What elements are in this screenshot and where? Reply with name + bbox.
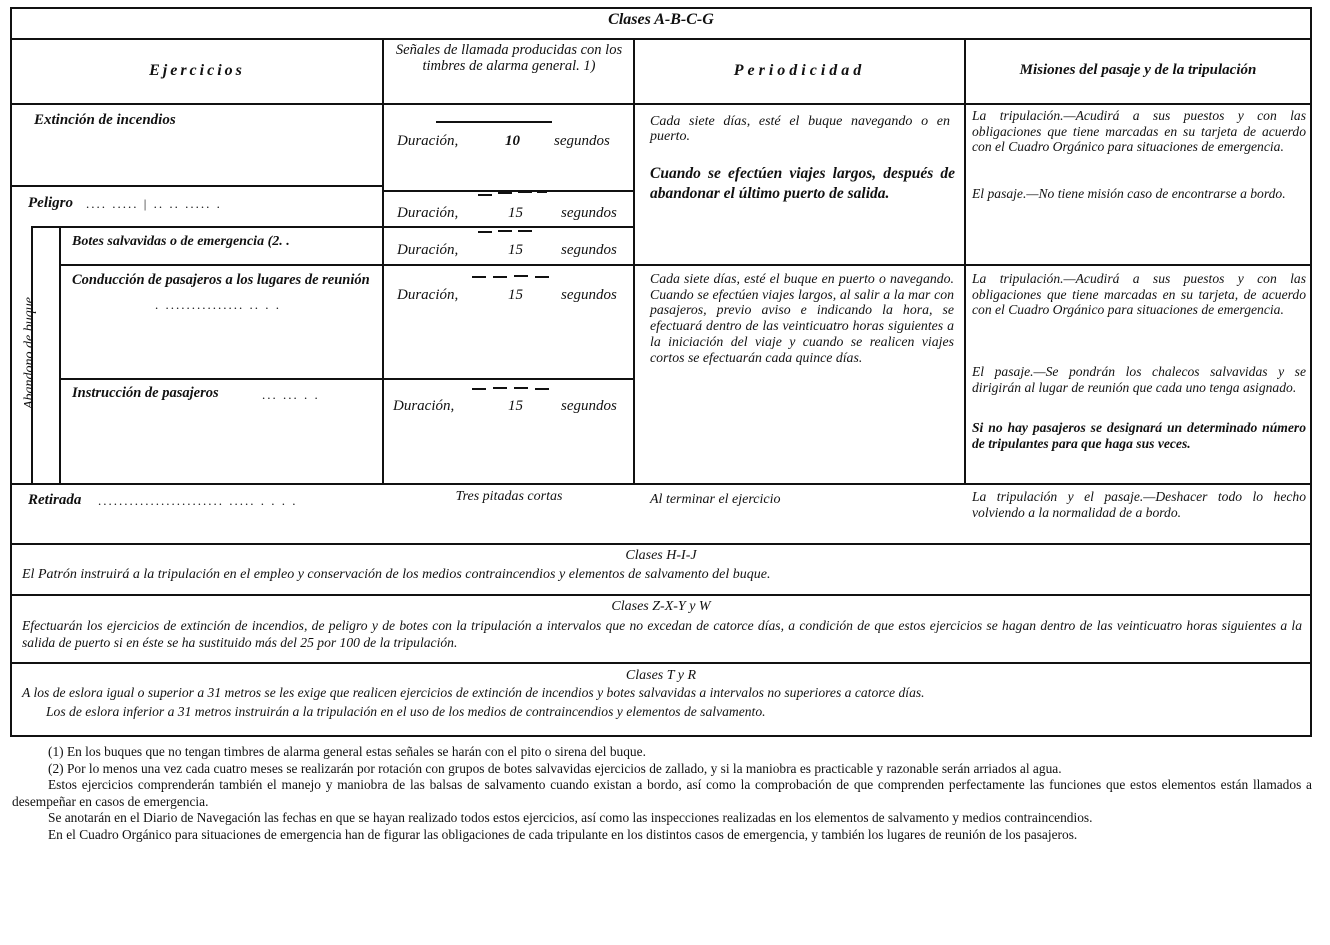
signal-dash (498, 192, 512, 194)
periodicidad-1a: Cada siete días, esté el buque navegando o en puerto. (650, 114, 950, 145)
clases-tr-title: Clases T y R (625, 668, 697, 683)
header-misiones: Misiones del pasaje y de la tripulación (1019, 62, 1257, 78)
duracion-label: Duración, (397, 287, 459, 303)
footnote-1: (1) En los buques que no tengan timbres de alarma general estas señales se harán con el pito o sirena del buque. (48, 744, 646, 759)
signal-dash (514, 275, 528, 277)
duracion-unit: segundos (561, 205, 617, 221)
row-conduccion-dots: . ............... .. . . (155, 297, 281, 312)
signal-dash (478, 194, 492, 196)
clases-hij-text: El Patrón instruirá a la tripulación en el empleo y conservación de los medios contraincendios y elementos de salvamento del buque. (22, 567, 771, 582)
row-peligro-label: Peligro (28, 195, 73, 211)
signal-dash (514, 387, 528, 389)
duracion-unit: segundos (561, 242, 617, 258)
header-senales: Señales de llamada producidas con los timbres de alarma general. 1) (395, 42, 623, 74)
periodicidad-2: Cada siete días, esté el buque en puerto o navegando. Cuando se efectúen viajes largos, al salir a la mar con pasajeros, previo aviso e indicando la hora, se efectuará dentro de las veinticuatro horas siguientes a la iniciación del viaje y cuando se realicen viajes cortos se efectuarán cada quince días. (650, 271, 954, 365)
footnote-paragraph-3: Estos ejercicios comprenderán también el manejo y maniobra de las balsas de salvamento cuando existan a bordo, así como la comprobación de que comprenden perfectamente las funciones que estos elementos están llamados a desempeñar en casos de emergencia. (12, 777, 1312, 809)
signal-long-dash (436, 121, 552, 123)
periodicidad-1b: Cuando se efectúen viajes largos, después de abandonar el último puerto de salida. (650, 165, 955, 202)
retirada-mision: La tripulación y el pasaje.—Deshacer todo lo hecho volviendo a la normalidad de a bordo. (972, 489, 1306, 520)
signal-dash (472, 276, 486, 278)
duracion-value: 10 (505, 133, 520, 149)
duracion-value: 15 (508, 398, 523, 414)
clases-zxyw-title: Clases Z-X-Y y W (611, 599, 711, 614)
duracion-unit: segundos (561, 287, 617, 303)
duracion-label: Duración, (397, 242, 459, 258)
duracion-value: 15 (508, 242, 523, 258)
retirada-periodicidad: Al terminar el ejercicio (650, 492, 781, 507)
table-title: Clases A-B-C-G (608, 11, 714, 28)
row-instruccion-dots: ... ... . . (262, 387, 320, 402)
footnote-paragraph-4: Se anotarán en el Diario de Navegación las fechas en que se hayan realizado todos estos ejercicios, así como las inspecciones realizadas en los elementos de salvamento y medios contraincendios. (48, 810, 1093, 825)
abandono-buque-label: Abandono de buque (22, 297, 37, 409)
duracion-label: Duración, (397, 133, 459, 149)
signal-dash (478, 231, 492, 233)
footnote-paragraph-5: En el Cuadro Orgánico para situaciones de emergencia han de figurar las obligaciones de cada tripulante en los distintos casos de emergencia, y también los lugares de reunión de los pasajeros. (48, 826, 1078, 842)
duracion-unit: segundos (554, 133, 610, 149)
row-instruccion-label: Instrucción de pasajeros (72, 385, 219, 401)
retirada-senal: Tres pitadas cortas (455, 489, 563, 504)
signal-dash (472, 388, 486, 390)
row-botes-label: Botes salvavidas o de emergencia (2. . (72, 234, 290, 249)
duracion-unit: segundos (561, 398, 617, 414)
row-extincion-label: Extinción de incendios (34, 112, 176, 128)
footnote-2: (2) Por lo menos una vez cada cuatro meses se realizarán por rotación con grupos de botes salvavidas ejercicios de zallado, y si la maniobra es practicable y razonable serán arriados al agua. (48, 760, 1062, 776)
signal-dash (537, 191, 547, 193)
signal-dash (535, 388, 549, 390)
row-retirada-dots: ........................ ..... . . . . (98, 493, 298, 508)
clases-tr-line1: A los de eslora igual o superior a 31 metros se les exige que realicen ejercicios de extinción de incendios y botes salvavidas a intervalos no superiores a catorce días. (22, 685, 925, 700)
mision-1-pasaje: El pasaje.—No tiene misión caso de encontrarse a bordo. (972, 186, 1286, 201)
row-retirada-label: Retirada (28, 492, 82, 508)
header-periodicidad: Periodicidad (733, 62, 866, 79)
clases-tr-line2: Los de eslora inferior a 31 metros instruirán a la tripulación en el uso de los medios de contraincendios y elementos de salvamento. (46, 704, 766, 719)
signal-dash (498, 230, 512, 232)
duracion-label: Duración, (397, 205, 459, 221)
header-ejercicios: Ejercicios (149, 62, 245, 79)
mision-2-sin-pasajeros: Si no hay pasajeros se designará un determinado número de tripulantes para que haga sus veces. (972, 420, 1306, 451)
signal-dash (518, 191, 532, 193)
mision-1-tripulacion: La tripulación.—Acudirá a sus puestos y con las obligaciones que tiene marcadas en su tarjeta de acuerdo con el Cuadro Orgánico para situaciones de emergencia. (972, 108, 1306, 154)
signal-dash (518, 230, 532, 232)
row-peligro-dots: .... ..... | .. .. ..... . (86, 196, 222, 211)
duracion-label: Duración, (393, 398, 455, 414)
clases-zxyw-text: Efectuarán los ejercicios de extinción de incendios, de peligro y de botes con la tripulación a intervalos que no excedan de catorce días, a condición de que estos ejercicios se hagan dentro de las veinticuatro horas siguientes a la salida de puerto si en éste se ha sustituido más del 25 por 100 de la tripulación. (22, 618, 1302, 650)
row-conduccion-label: Conducción de pasajeros a los lugares de reunión (72, 272, 370, 288)
duracion-value: 15 (508, 205, 523, 221)
signal-dash (493, 387, 507, 389)
signal-dash (493, 276, 507, 278)
footnotes (12, 744, 1312, 843)
mision-2-tripulacion: La tripulación.—Acudirá a sus puestos y con las obligaciones que tiene marcadas en su tarjeta, de acuerdo con el Cuadro Orgánico para situaciones de emergencia. (972, 271, 1306, 317)
mision-2-pasaje: El pasaje.—Se pondrán los chalecos salvavidas y se dirigirán al lugar de reunión que cada uno tenga asignado. (972, 364, 1306, 395)
clases-hij-title: Clases H-I-J (625, 548, 697, 563)
signal-dash (535, 276, 549, 278)
duracion-value: 15 (508, 287, 523, 303)
